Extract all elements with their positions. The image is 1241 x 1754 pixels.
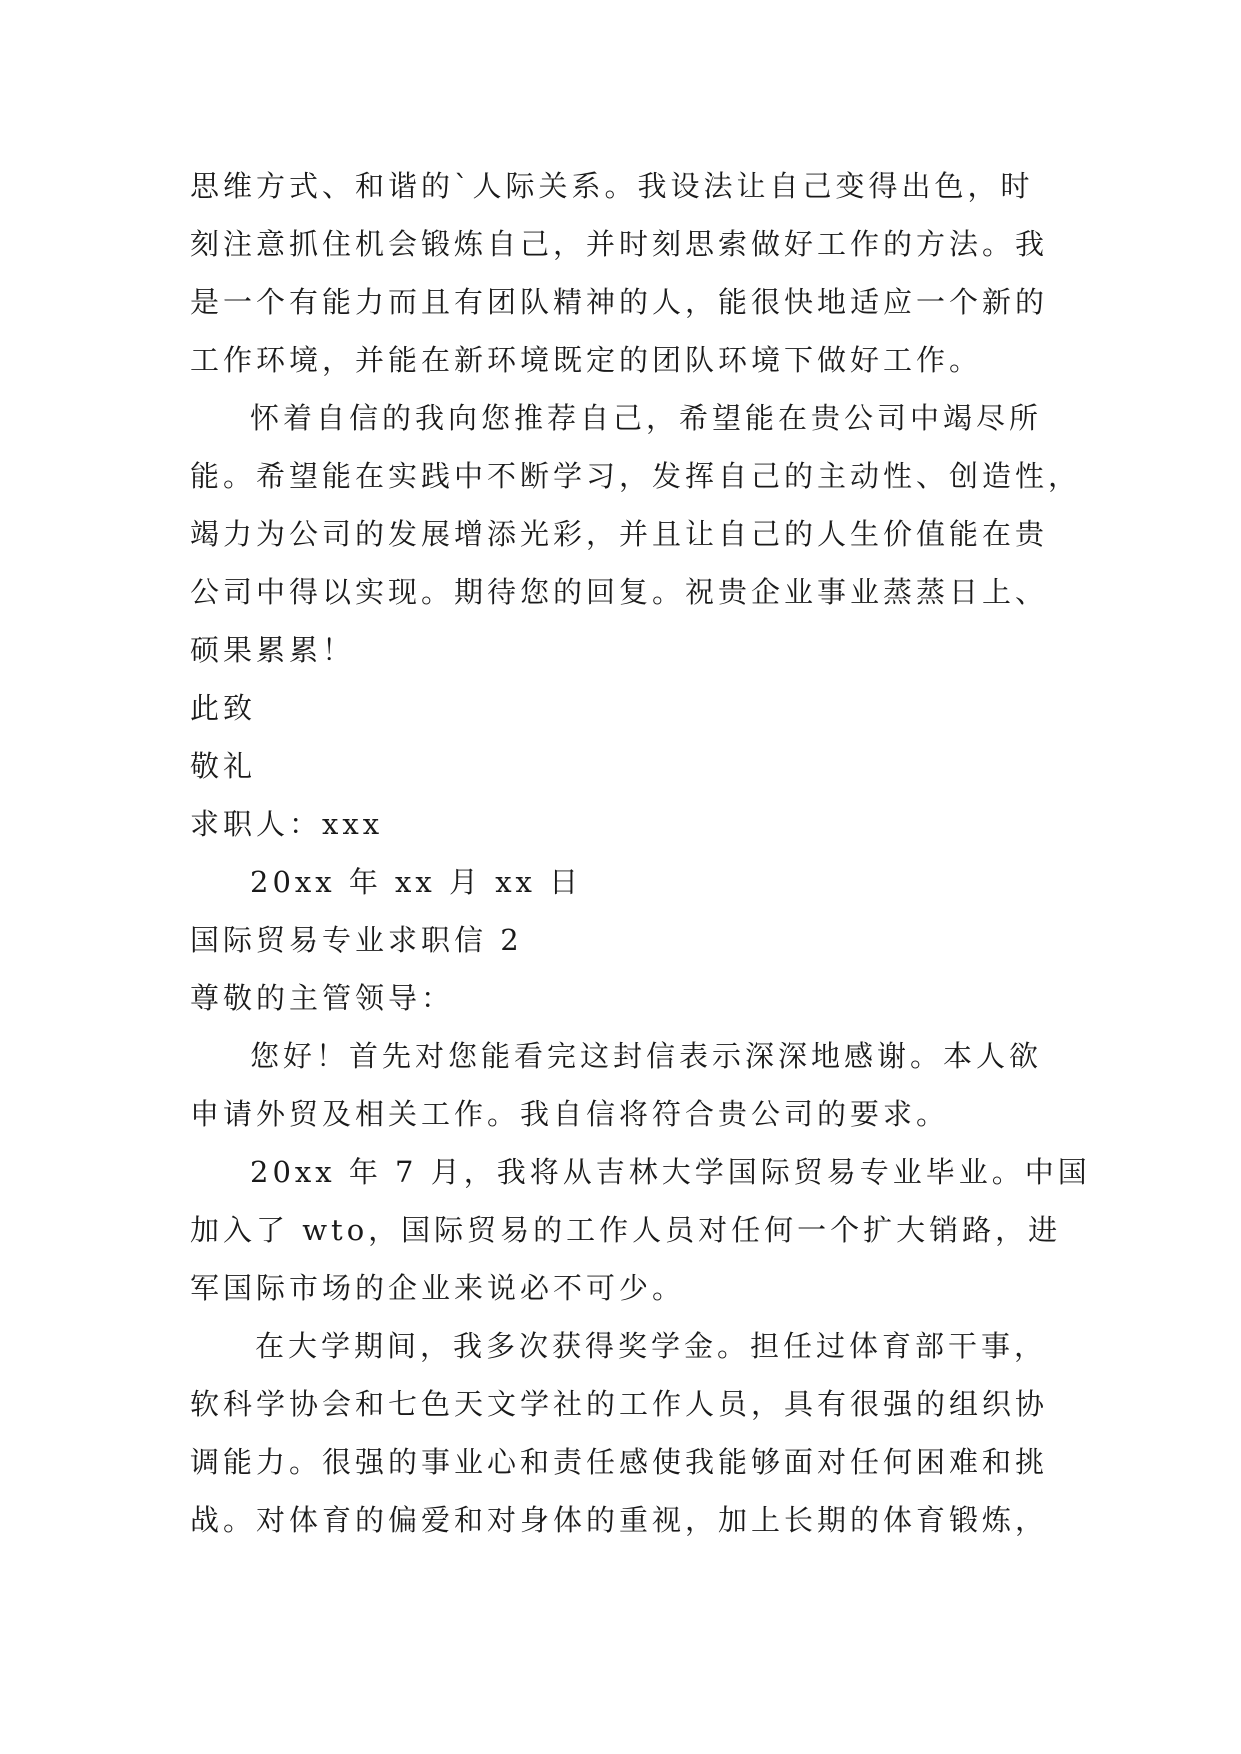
text-line: 调能力。很强的事业心和责任感使我能够面对任何困难和挑	[190, 1445, 1049, 1479]
applicant-signature: 求职人：xxx	[190, 807, 384, 841]
text-line: 战。对体育的偏爱和对身体的重视，加上长期的体育锻炼，	[190, 1503, 1049, 1537]
text-line: 公司中得以实现。期待您的回复。祝贵企业事业蒸蒸日上、	[190, 575, 1049, 609]
text-line: 思维方式、和谐的`人际关系。我设法让自己变得出色，时	[190, 169, 1034, 203]
text-line: 软科学协会和七色天文学社的工作人员，具有很强的组织协	[190, 1387, 1049, 1421]
text-line: 工作环境，并能在新环境既定的团队环境下做好工作。	[190, 343, 983, 377]
text-line: 硕果累累！	[190, 633, 356, 667]
closing-respect: 敬礼	[190, 749, 257, 783]
text-line: 怀着自信的我向您推荐自己，希望能在贵公司中竭尽所	[250, 401, 1043, 435]
text-line: 加入了 wto，国际贸易的工作人员对任何一个扩大销路，进	[190, 1213, 1062, 1247]
letter-date: 20xx 年 xx 月 xx 日	[250, 865, 583, 899]
text-line: 是一个有能力而且有团队精神的人，能很快地适应一个新的	[190, 285, 1049, 319]
closing-salutation: 此致	[190, 691, 257, 725]
text-line: 您好！首先对您能看完这封信表示深深地感谢。本人欲	[250, 1039, 1043, 1073]
text-line: 刻注意抓住机会锻炼自己，并时刻思索做好工作的方法。我	[190, 227, 1049, 261]
text-line: 能。希望能在实践中不断学习，发挥自己的主动性、创造性，	[190, 459, 1082, 493]
text-line: 军国际市场的企业来说必不可少。	[190, 1271, 686, 1305]
letter-heading: 国际贸易专业求职信 2	[190, 923, 523, 957]
text-line: 竭力为公司的发展增添光彩，并且让自己的人生价值能在贵	[190, 517, 1049, 551]
text-line: 20xx 年 7 月，我将从吉林大学国际贸易专业毕业。中国	[250, 1155, 1091, 1189]
text-line: 在大学期间，我多次获得奖学金。担任过体育部干事，	[255, 1329, 1048, 1363]
greeting: 尊敬的主管领导：	[190, 981, 455, 1015]
text-line: 申请外贸及相关工作。我自信将符合贵公司的要求。	[190, 1097, 950, 1131]
